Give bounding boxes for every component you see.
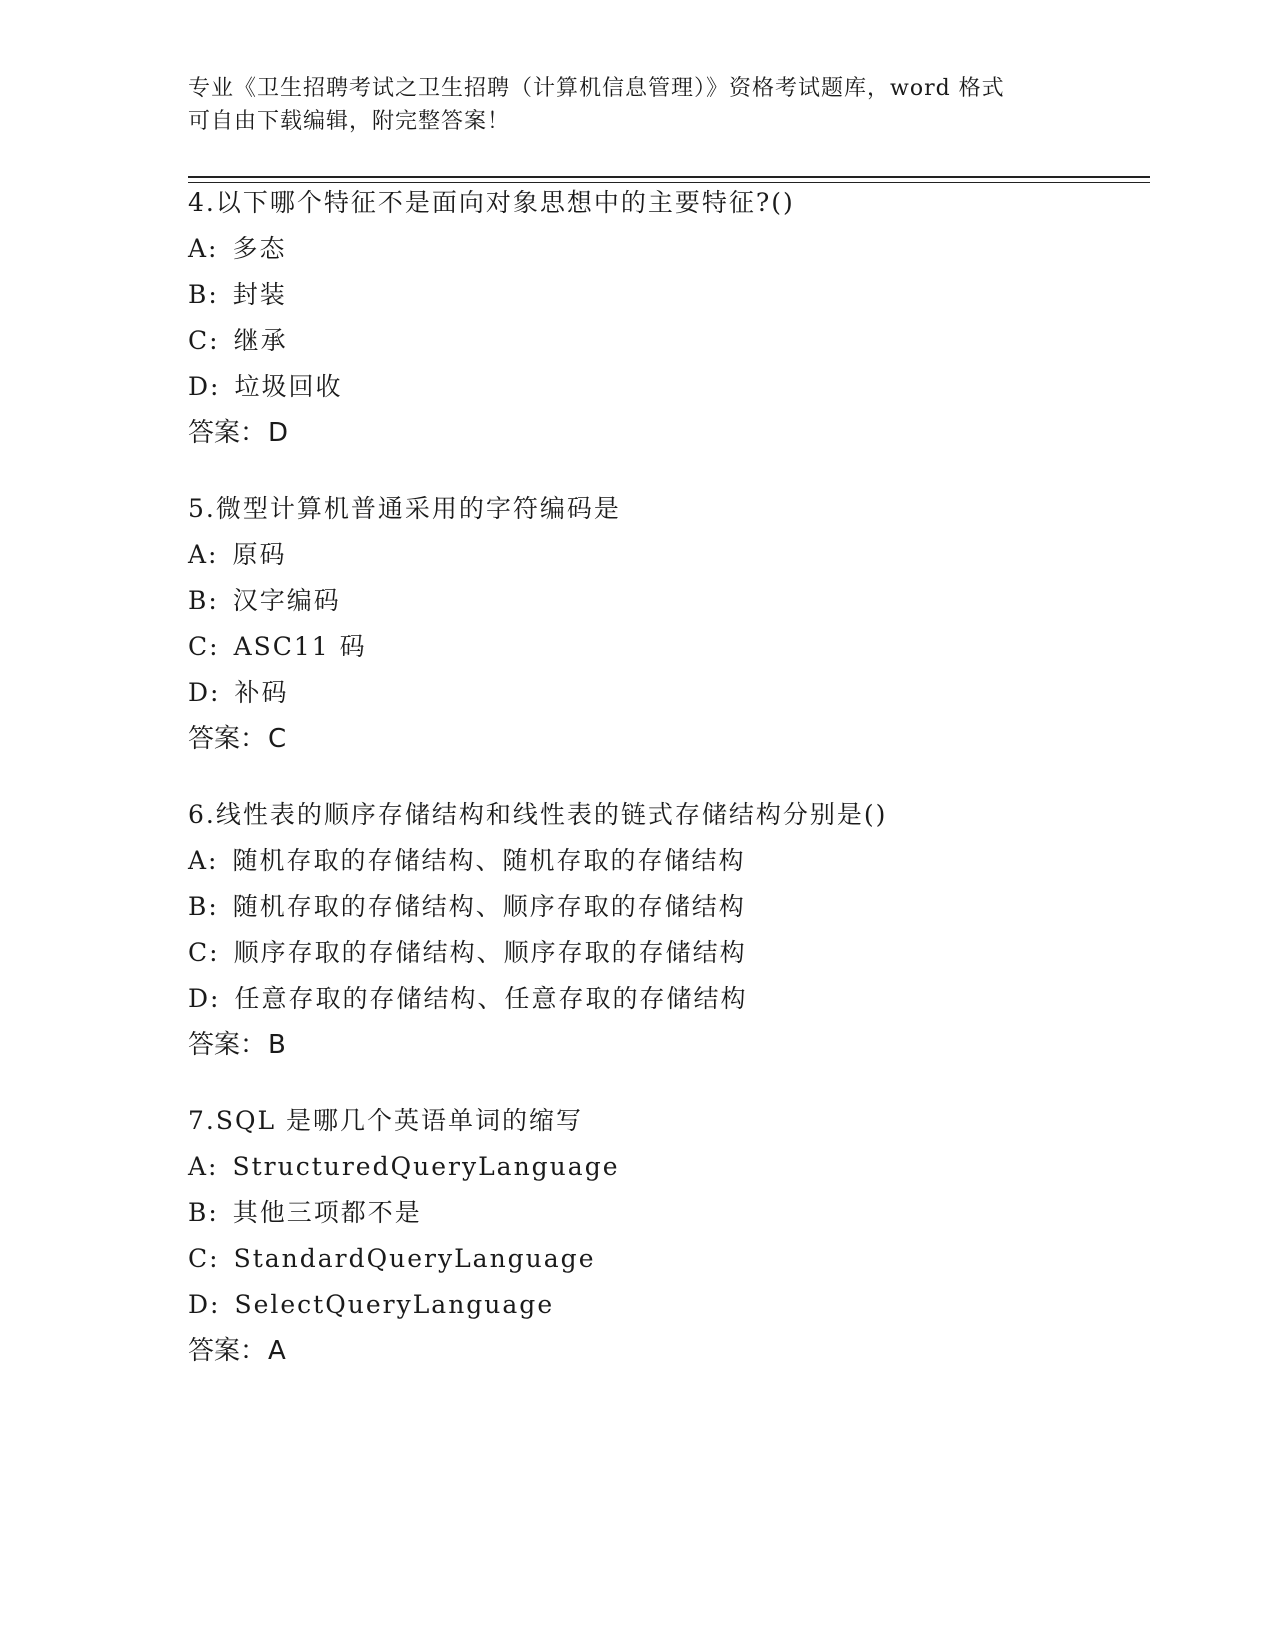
answer-value: C <box>268 724 287 754</box>
answer-label: 答案： <box>188 724 267 754</box>
option-a <box>188 540 1138 586</box>
answer-value: A <box>268 1336 286 1366</box>
option-text: 顺序存取的存储结构、顺序存取的存储结构 <box>233 938 747 967</box>
question-title: 6.线性表的顺序存储结构和线性表的链式存储结构分别是() <box>188 800 888 829</box>
header-line-1: 专业《卫生招聘考试之卫生招聘（计算机信息管理）》资格考试题库，word 格式 <box>188 76 1005 101</box>
option-text: 继承 <box>233 326 288 355</box>
option-letter: A: <box>188 1152 219 1181</box>
option-letter: D: <box>188 1290 221 1319</box>
option-text: StandardQueryLanguage <box>233 1244 596 1273</box>
option-letter: A: <box>188 540 219 569</box>
option-a <box>188 1152 1138 1198</box>
answer-label: 答案： <box>188 418 267 448</box>
option-text: 原码 <box>232 540 287 569</box>
option-c <box>188 1244 1138 1290</box>
option-letter: D: <box>188 984 221 1013</box>
option-d <box>188 678 1138 724</box>
option-b <box>188 1198 1138 1244</box>
option-text: 随机存取的存储结构、顺序存取的存储结构 <box>232 892 746 921</box>
option-letter: C: <box>188 326 220 355</box>
option-text: 封装 <box>232 280 287 309</box>
answer-label: 答案： <box>188 1030 267 1060</box>
question-title: 4.以下哪个特征不是面向对象思想中的主要特征?() <box>188 188 795 217</box>
answer-line <box>188 1336 1138 1382</box>
document-header <box>188 72 1088 138</box>
option-text: 其他三项都不是 <box>232 1198 422 1227</box>
option-c <box>188 326 1138 372</box>
option-d <box>188 984 1138 1030</box>
option-text: SelectQueryLanguage <box>234 1290 555 1319</box>
option-letter: B: <box>188 1198 219 1227</box>
question-block <box>188 188 1138 464</box>
option-b <box>188 892 1138 938</box>
option-d <box>188 372 1138 418</box>
option-letter: B: <box>188 586 219 615</box>
answer-value: B <box>268 1030 286 1060</box>
answer-label: 答案： <box>188 1336 267 1366</box>
option-text: StructuredQueryLanguage <box>232 1152 620 1181</box>
option-letter: D: <box>188 678 221 707</box>
option-b <box>188 586 1138 632</box>
option-letter: B: <box>188 892 219 921</box>
option-d <box>188 1290 1138 1336</box>
question-title: 7.SQL 是哪几个英语单词的缩写 <box>188 1106 584 1135</box>
option-text: 垃圾回收 <box>234 372 343 401</box>
option-letter: D: <box>188 372 221 401</box>
option-text: 汉字编码 <box>232 586 341 615</box>
option-letter: A: <box>188 234 219 263</box>
option-text: 随机存取的存储结构、随机存取的存储结构 <box>232 846 746 875</box>
option-letter: A: <box>188 846 219 875</box>
option-letter: C: <box>188 1244 220 1273</box>
answer-line <box>188 418 1138 464</box>
option-letter: B: <box>188 280 219 309</box>
option-c <box>188 632 1138 678</box>
option-a <box>188 234 1138 280</box>
option-c <box>188 938 1138 984</box>
option-b <box>188 280 1138 326</box>
option-text: ASC11 码 <box>233 632 367 661</box>
option-text: 任意存取的存储结构、任意存取的存储结构 <box>234 984 748 1013</box>
header-divider-thin <box>188 182 1150 183</box>
question-block <box>188 800 1138 1076</box>
answer-value: D <box>268 418 289 448</box>
option-letter: C: <box>188 938 220 967</box>
question-block <box>188 1106 1138 1382</box>
question-title: 5.微型计算机普通采用的字符编码是 <box>188 494 621 523</box>
option-text: 多态 <box>232 234 287 263</box>
answer-line <box>188 1030 1138 1076</box>
question-block <box>188 494 1138 770</box>
option-text: 补码 <box>234 678 289 707</box>
header-line-2: 可自由下载编辑，附完整答案！ <box>188 109 511 134</box>
answer-line <box>188 724 1138 770</box>
option-letter: C: <box>188 632 220 661</box>
option-a <box>188 846 1138 892</box>
header-divider-thick <box>188 176 1150 178</box>
